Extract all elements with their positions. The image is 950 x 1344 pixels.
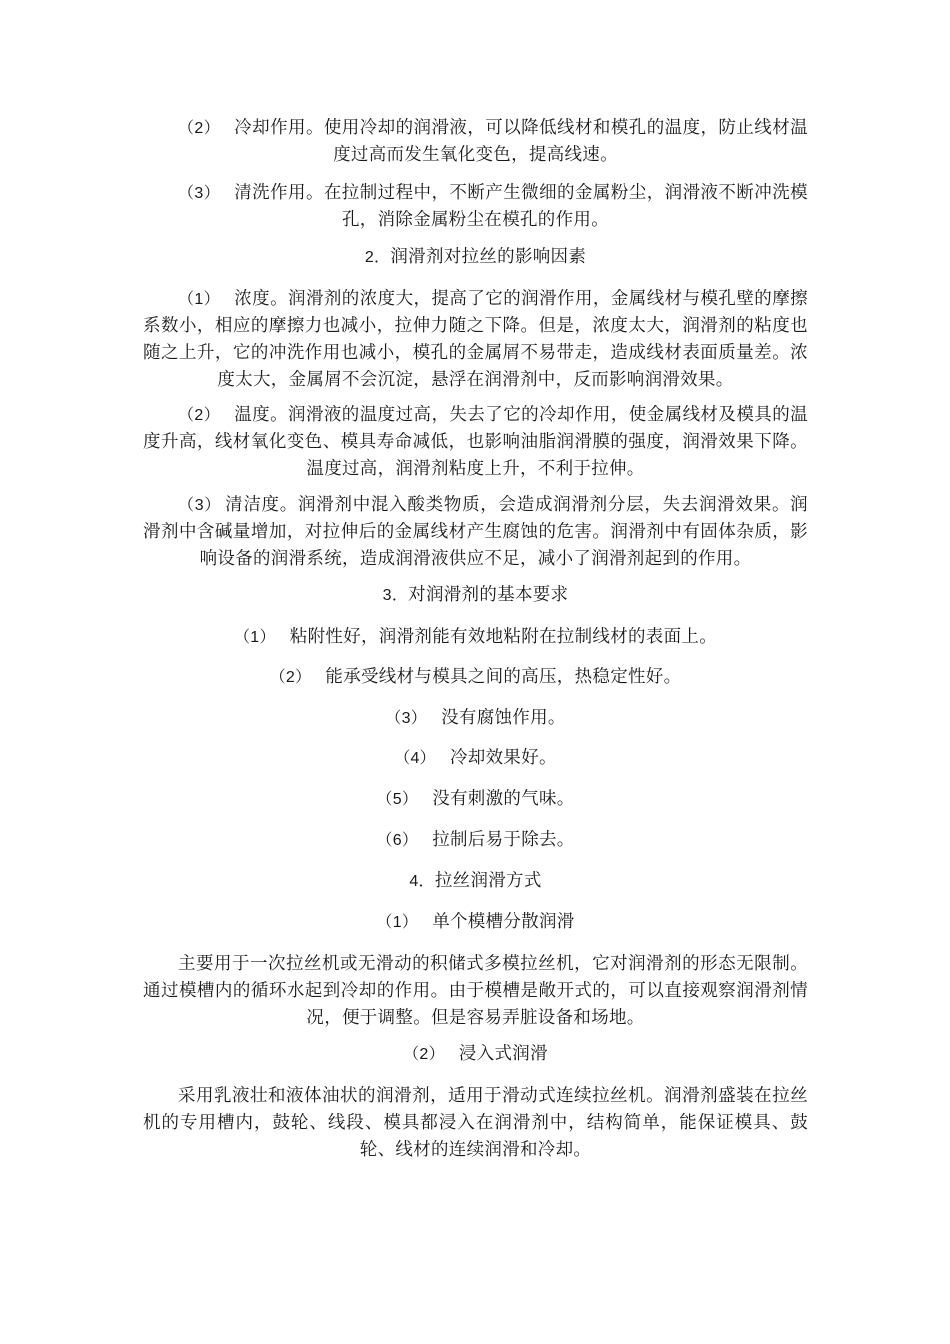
paragraph-text: 主要用于一次拉丝机或无滑动的积储式多模拉丝机，它对润滑剂的形态无限制。通过模槽内的循环水起到冷却的作用。由于模槽是敞开式的，可以直接观察润滑剂情况，便于调整。但是容易弄脏设备和场地。 — [143, 954, 808, 1028]
item-number: （5） — [376, 791, 419, 808]
item-number: （3） — [178, 497, 222, 514]
item-number: （1） — [178, 291, 221, 308]
heading-3 — [143, 582, 808, 609]
heading-number: 3． — [382, 587, 409, 604]
para-cleanliness — [143, 492, 808, 573]
req-item-6 — [143, 827, 808, 854]
item-text: 拉制后易于除去。 — [432, 830, 575, 850]
subheading-text: 浸入式润滑 — [458, 1044, 548, 1064]
item-number: （1） — [233, 629, 276, 646]
heading-number: 4． — [409, 873, 435, 890]
heading-text: 拉丝润滑方式 — [434, 871, 542, 891]
req-item-3 — [143, 705, 808, 732]
paragraph-text: 清洗作用。在拉制过程中，不断产生微细的金属粉尘，润滑液不断冲洗模孔，消除金属粉尘在模孔的作用。 — [234, 183, 808, 230]
para-concentration — [143, 286, 808, 394]
para-temperature — [143, 402, 808, 483]
para-2-1-cleaning — [143, 180, 808, 234]
item-number: （3） — [385, 710, 428, 727]
req-item-2 — [143, 664, 808, 691]
para-2-1-cooling — [143, 115, 808, 169]
item-number: （2） — [178, 407, 221, 424]
item-number: （2） — [269, 669, 312, 686]
req-item-5 — [143, 786, 808, 813]
item-text: 冷却效果好。 — [450, 748, 557, 768]
item-text: 没有刺激的气味。 — [432, 789, 575, 809]
req-item-4 — [143, 745, 808, 772]
paragraph-text: 采用乳液壮和液体油状的润滑剂，适用于滑动式连续拉丝机。润滑剂盛装在拉丝机的专用槽内，鼓轮、线段、模具都浸入在润滑剂中，结构简单，能保证模具、鼓轮、线材的连续润滑和冷却。 — [143, 1086, 808, 1160]
req-item-1 — [143, 624, 808, 651]
item-text: 没有腐蚀作用。 — [441, 708, 566, 728]
subheading-text: 单个模槽分散润滑 — [432, 912, 575, 932]
item-text: 粘附性好，润滑剂能有效地粘附在拉制线材的表面上。 — [289, 627, 717, 647]
subheading-single-trough — [143, 909, 808, 936]
paragraph-text: 冷却作用。使用冷却的润滑液，可以降低线材和模孔的温度，防止线材温度过高而发生氧化变色，提高线速。 — [234, 118, 808, 165]
heading-text: 对润滑剂的基本要求 — [408, 585, 569, 605]
item-number: （1） — [376, 914, 419, 931]
item-number: （2） — [178, 120, 221, 137]
para-single-trough — [143, 951, 808, 1032]
heading-4 — [143, 868, 808, 895]
heading-number: 2． — [364, 249, 391, 266]
paragraph-text: 温度。润滑液的温度过高，失去了它的冷却作用，使金属线材及模具的温度升高，线材氧化变色、模具寿命减低，也影响油脂润滑膜的强度，润滑效果下降。温度过高，润滑剂粘度上升，不利于拉伸。 — [143, 405, 808, 479]
heading-text: 润滑剂对拉丝的影响因素 — [390, 247, 587, 267]
item-number: （6） — [376, 832, 419, 849]
item-number: （4） — [394, 750, 436, 767]
paragraph-text: 清洁度。润滑剂中混入酸类物质，会造成润滑剂分层，失去润滑效果。润滑剂中含碱量增加，对拉伸后的金属线材产生腐蚀的危害。润滑剂中有固体杂质，影响设备的润滑系统，造成润滑液供应不足，减小了润滑剂起到的作用。 — [143, 495, 808, 569]
subheading-immersion — [143, 1041, 808, 1068]
heading-2 — [143, 244, 808, 271]
item-text: 能承受线材与模具之间的高压，热稳定性好。 — [325, 667, 682, 687]
para-immersion — [143, 1083, 808, 1164]
item-number: （3） — [178, 185, 221, 202]
item-number: （2） — [403, 1046, 445, 1063]
paragraph-text: 浓度。润滑剂的浓度大，提高了它的润滑作用，金属线材与模孔壁的摩擦系数小，相应的摩擦力也减小，拉伸力随之下降。但是，浓度太大，润滑剂的粘度也随之上升，它的冲洗作用也减小，模孔的金属屑不易带走，造成线材表面质量差。浓度太大，金属屑不会沉淀，悬浮在润滑剂中，反而影响润滑效果。 — [143, 289, 808, 390]
